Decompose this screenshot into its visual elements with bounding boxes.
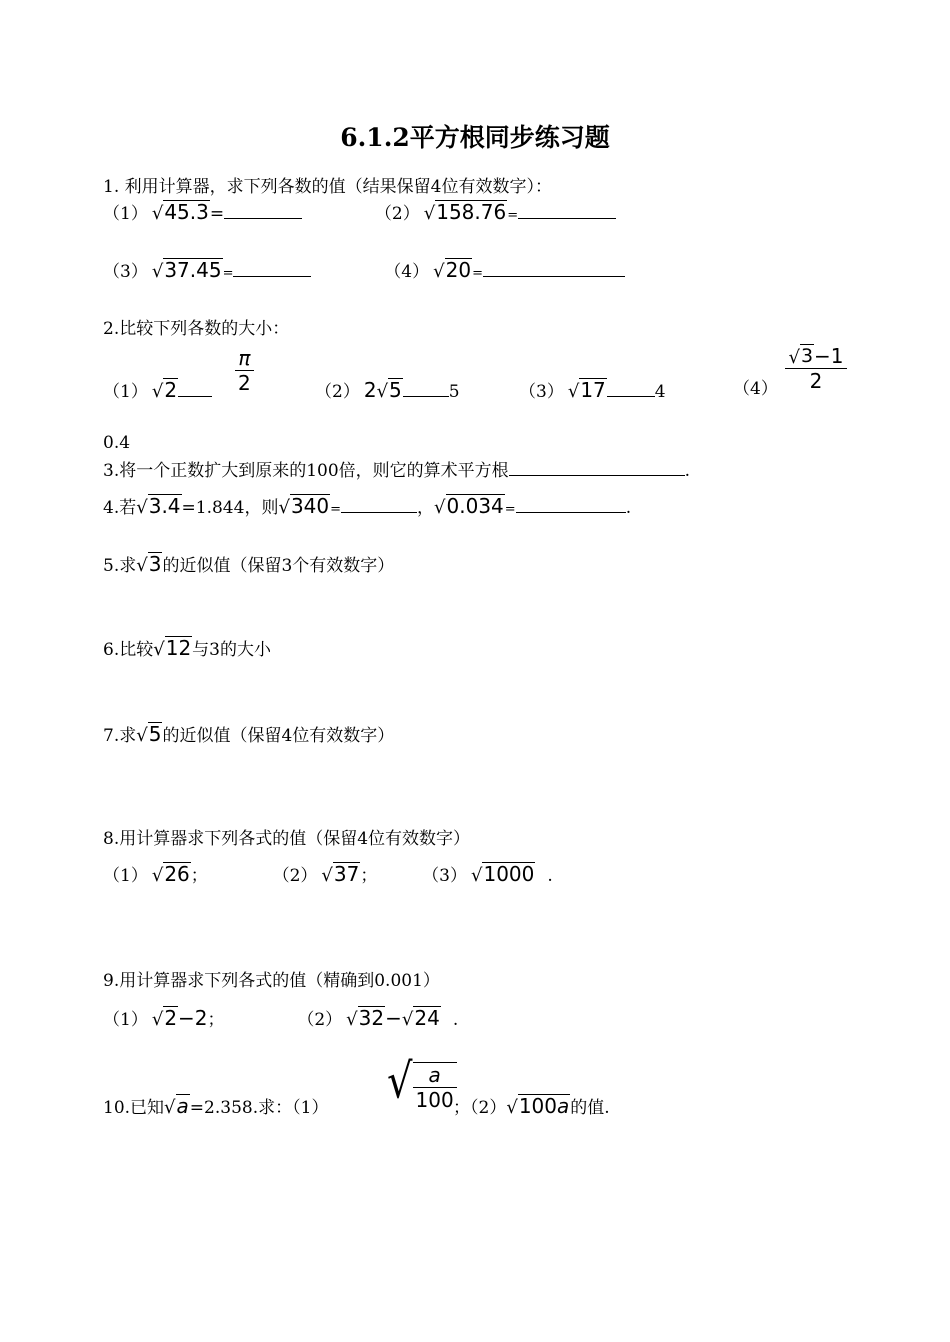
sqrt-expression: √ 26 (151, 862, 190, 886)
sqrt-expression: √ 0.034 (434, 494, 504, 518)
sqrt-expression: √ 5 (376, 378, 402, 402)
sqrt-expression: √ 2 (151, 378, 178, 402)
sqrt3-minus-1-over-2-fraction: √ 3 −1 2 (785, 344, 847, 393)
answer-blank[interactable] (224, 204, 302, 219)
question-1-row-b: （3） √ 37.45 = （4） √ 20 = (103, 258, 625, 285)
item-label: （2） (272, 866, 318, 886)
sqrt-expression: √ 17 (567, 378, 606, 402)
page-title: 6.1.2平方根同步练习题 (340, 123, 610, 152)
question-2-text: 2.比较下列各数的大小： (103, 319, 290, 339)
item-label: （3） (103, 262, 148, 282)
question-1-text: 1. 利用计算器，求下列各数的值（结果保留4位有效数字）： (103, 177, 552, 197)
sqrt-expression: √ 3 (136, 552, 162, 576)
sqrt-expression: √ a (164, 1094, 189, 1118)
answer-blank[interactable] (607, 382, 655, 397)
question-2 (103, 318, 289, 340)
question-1-row-a: （1） √ 45.3 = （2） √ 158.76 = (103, 200, 616, 227)
sqrt-expression: √ 37.45 (151, 258, 222, 282)
question-4: 4.若 √ 3.4 =1.844，则 √ 340 = ， √ 0.034 = . (103, 494, 632, 518)
question-6: 6.比较 √ 12 与3的大小 (103, 636, 271, 660)
pi-over-2-fraction: $\frac{\pi}{2}$ (235, 346, 254, 395)
question-8-items: （1） √ 26 ； （2） √ 37 ； （3） √ 1000 . (103, 862, 553, 886)
item-label: （2） (315, 382, 360, 402)
item-label: （3） (519, 382, 564, 402)
item-label: （1） (103, 1010, 148, 1030)
item-label: （2） (297, 1010, 343, 1030)
sqrt-expression: √ 45.3 (151, 200, 209, 224)
answer-blank[interactable] (233, 262, 311, 277)
item-label: （4） (384, 262, 430, 282)
answer-blank[interactable] (341, 498, 417, 513)
sqrt-expression: √ 3.4 (136, 494, 181, 518)
question-1 (103, 176, 552, 198)
sqrt-expression: √ 24 (401, 1006, 440, 1030)
question-5: 5.求 √ 3 的近似值（保留3个有效数字） (103, 552, 395, 576)
sqrt-expression: √ 20 (433, 258, 472, 282)
answer-blank[interactable] (483, 262, 625, 277)
item-label: （1） (103, 204, 148, 224)
sqrt-expression: √ 12 (153, 636, 192, 660)
sqrt-expression: √ 158.76 (423, 200, 507, 224)
sqrt-expression: √ 100a (506, 1094, 570, 1118)
item-label: （2） (374, 204, 420, 224)
question-3: 3.将一个正数扩大到原来的100倍，则它的算术平方根 . (103, 461, 691, 481)
item-label: （1） (103, 382, 148, 402)
question-9-items: （1） √ 2 −2； （2） √ 32 − √ 24 . (103, 1006, 459, 1030)
question-7: 7.求 √ 5 的近似值（保留4位有效数字） (103, 722, 395, 746)
question-8: 8.用计算器求下列各式的值（保留4位有效数字） (103, 829, 471, 849)
answer-blank[interactable] (178, 382, 212, 397)
answer-blank[interactable] (516, 498, 626, 513)
sqrt-expression: √ 340 (278, 494, 330, 518)
item-label: （4） (733, 379, 778, 399)
question-2-tail: 0.4 (103, 433, 131, 453)
sqrt-expression: √ 5 (136, 722, 162, 746)
sqrt-fraction-a-over-100: √ $\frac{a}{100}$ (387, 1052, 457, 1112)
item-label: （1） (103, 866, 148, 886)
sqrt-expression: √ 1000 (470, 862, 535, 886)
answer-blank[interactable] (518, 204, 616, 219)
answer-blank[interactable] (403, 382, 449, 397)
sqrt-expression: √ 32 (346, 1006, 385, 1030)
item-label: （3） (422, 866, 467, 886)
answer-blank[interactable] (509, 461, 685, 476)
sqrt-expression: √ 2 (151, 1006, 178, 1030)
sqrt-expression: √ 37 (321, 862, 360, 886)
question-9: 9.用计算器求下列各式的值（精确到0.001） (103, 971, 440, 991)
